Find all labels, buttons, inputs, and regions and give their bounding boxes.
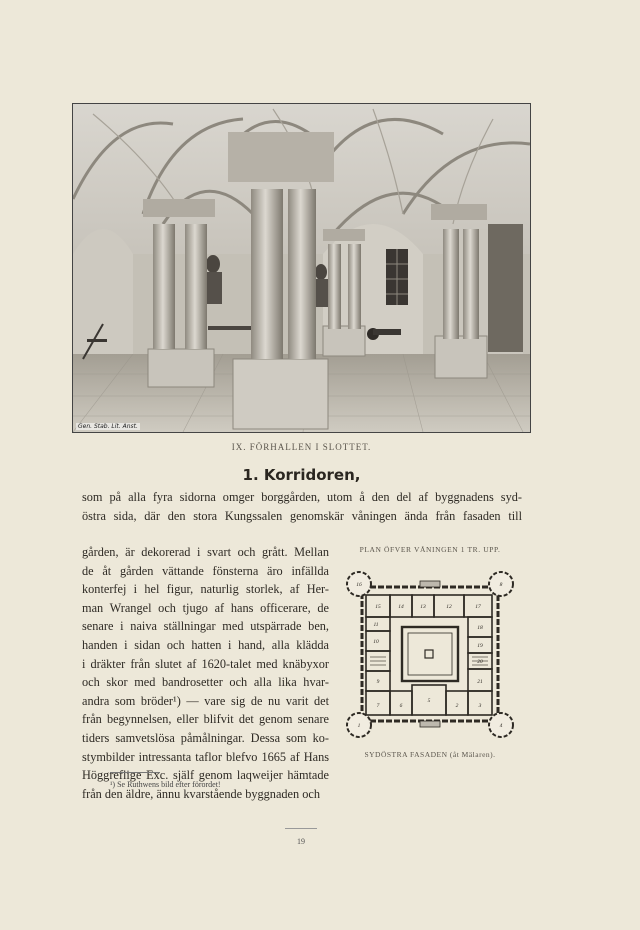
floor-plan-drawing [340,567,520,747]
text-line: som på alla fyra sidorna omger borggården, utom å den del af byggnadens syd- [82,490,522,504]
text-line: senare i naiva ställningar med utspärrade ben, [82,619,329,634]
footnote-rule [110,772,160,773]
text-line: man Wrangel och tjugo af hans officerare, de [82,600,329,615]
room-number: 4 [499,723,503,729]
room-number: 6 [399,703,403,709]
text-line: tiders samvetslösa påmålningar. Dessa som ko- [82,730,329,745]
photo-credit: Gen. Stab. Lit. Anst. [78,423,138,430]
text-line: de åt gården vättande fönsterna äro infällda [82,563,329,578]
room-number: 21 [477,679,483,685]
body-paragraph-column [82,543,329,803]
text-line: konterfej i hel figur, naturlig storlek, af Her- [82,582,329,597]
room-number: 10 [373,639,379,645]
text-line: från den äldre, ännu kvarstående byggnaden och [82,786,320,801]
vaulted-hall-illustration [73,104,530,432]
footnote: ¹) Se Ruthwens bild efter förordet! [110,780,221,789]
room-number: 8 [499,582,503,588]
body-paragraph-full [82,488,522,525]
room-number: 1 [357,723,361,729]
text-line: gården, är dekorerad i svart och grått. Mellan [82,545,329,559]
room-number: 15 [375,604,381,610]
text-line: stymbilder intressanta taflor blefvo 1665 af Hans [82,749,329,764]
hall-photograph [72,103,531,433]
plan-caption: PLAN ÖFVER VÅNINGEN 1 TR. UPP. [359,545,501,554]
section-heading: 1. Korridoren, [242,466,361,484]
room-number: 5 [427,698,431,704]
room-number: 16 [356,582,362,588]
room-number: 14 [398,604,404,610]
page-number-rule [285,828,317,829]
room-number: 11 [373,622,379,628]
text-line: och skor med bandrosetter och alla lika hvar- [82,675,329,690]
room-number: 2 [455,703,459,709]
room-number: 20 [477,659,483,665]
facade-caption: SYDÖSTRA FASADEN (åt Mälaren). [364,750,496,759]
room-number: 18 [477,625,483,631]
room-number: 7 [376,703,380,709]
room-number: 12 [446,604,452,610]
text-line: handen i sidan och hatten i hand, alla klädda [82,637,329,652]
room-number: 19 [477,643,483,649]
room-number: 17 [475,604,481,610]
text-line: Höggreflige Exc. själf genom laqweijer hämtade [82,768,329,783]
text-line: i dräkter från slutet af 1620-talet med knäbyxor [82,656,329,671]
room-number: 3 [478,703,482,709]
text-line: från begynnelsen, eller blifvit det genom senare [82,712,329,727]
room-number: 9 [376,679,380,685]
floor-plan [340,567,520,747]
room-number: 13 [420,604,426,610]
photo-caption: IX. FÖRHALLEN I SLOTTET. [231,442,372,452]
text-line: östra sida, där den stora Kungssalen genomskär våningen ända från fasaden till [82,508,522,523]
page-number: 19 [297,837,305,846]
text-line: andra som bröder¹) — vare sig de nu varit det [82,693,329,708]
